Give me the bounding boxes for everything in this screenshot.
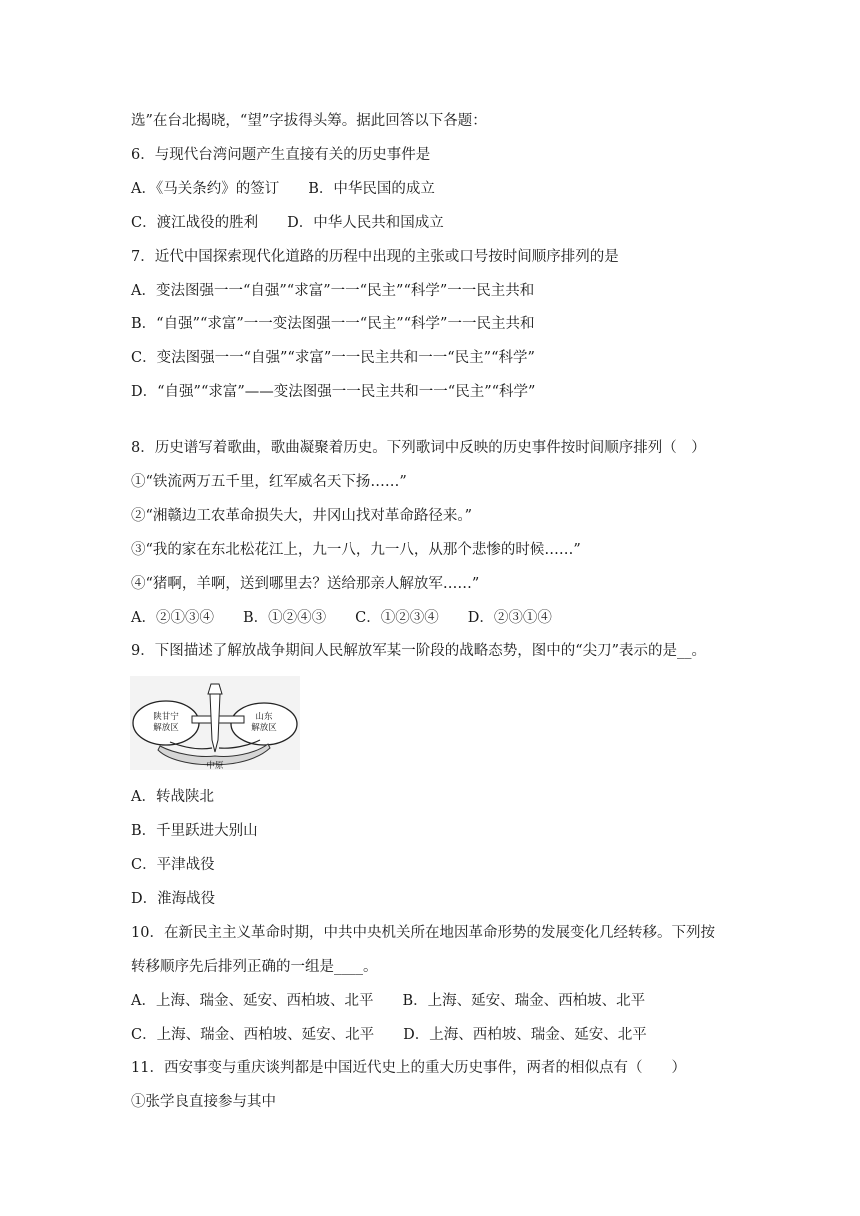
question-8: 8．历史谱写着歌曲，歌曲凝聚着历史。下列歌词中反映的历史事件按时间顺序排列（ ） (131, 440, 706, 456)
right-region-label-2: 解放区 (251, 723, 277, 733)
q6-options-cd: C．渡江战役的胜利 D．中华人民共和国成立 (131, 215, 444, 231)
bottom-region-label: 中原 (206, 761, 224, 770)
q10-options-ab: A．上海、瑞金、延安、西柏坡、北平 B．上海、延安、瑞金、西柏坡、北平 (131, 993, 646, 1009)
q11-item-1: ①张学良直接参与其中 (131, 1094, 276, 1110)
question-6: 6．与现代台湾问题产生直接有关的历史事件是 (131, 147, 431, 163)
q7-option-a: A．变法图强一一“自强”“求富”一一“民主”“科学”一一民主共和 (131, 283, 535, 299)
q7-option-c: C．变法图强一一“自强”“求富”一一民主共和一一“民主”“科学” (131, 350, 535, 366)
q8-options: A．②①③④ B．①②④③ C．①②③④ D．②③①④ (131, 610, 552, 626)
q7-option-d: D．“自强”“求富”——变法图强一一民主共和一一“民主”“科学” (131, 384, 536, 400)
q9-option-b: B．千里跃进大别山 (131, 823, 258, 839)
intro-continuation: 选”在台北揭晓，“望”字拔得头筹。据此回答以下各题： (131, 113, 487, 129)
left-region-label-2: 解放区 (153, 723, 179, 733)
q10-options-cd: C．上海、瑞金、西柏坡、延安、北平 D．上海、西柏坡、瑞金、延安、北平 (131, 1027, 647, 1043)
q6-options-ab: A．《马关条约》的签订 B．中华民国的成立 (131, 181, 435, 197)
question-10-line-2: 转移顺序先后排列正确的一组是____。 (131, 959, 378, 975)
q8-lyric-3: ③“我的家在东北松花江上，九一八，九一八，从那个悲惨的时候……” (131, 542, 581, 558)
q9-option-a: A．转战陕北 (131, 789, 214, 805)
question-7: 7．近代中国探索现代化道路的历程中出现的主张或口号按时间顺序排列的是 (131, 249, 619, 265)
q8-lyric-1: ①“铁流两万五千里，红军威名天下扬……” (131, 474, 407, 490)
q8-lyric-4: ④“猪啊，羊啊，送到哪里去？送给那亲人解放军……” (131, 576, 480, 592)
q9-option-d: D．淮海战役 (131, 891, 216, 907)
right-region-label-1: 山东 (255, 712, 273, 722)
q9-option-c: C．平津战役 (131, 857, 215, 873)
question-10-line-1: 10．在新民主主义革命时期，中共中央机关所在地因革命形势的发展变化几经转移。下列按 (131, 925, 715, 941)
question-9: 9．下图描述了解放战争期间人民解放军某一阶段的战略态势，图中的“尖刀”表示的是__。 (131, 643, 707, 659)
question-11: 11．西安事变与重庆谈判都是中国近代史上的重大历史事件，两者的相似点有（ ） (131, 1060, 686, 1076)
left-region-label-1: 陕甘宁 (153, 712, 179, 722)
q7-option-b: B．“自强”“求富”一一变法图强一一“民主”“科学”一一民主共和 (131, 316, 535, 332)
q8-lyric-2: ②“湘赣边工农革命损失大，井冈山找对革命路径来。” (131, 508, 473, 524)
strategy-diagram (130, 676, 300, 770)
